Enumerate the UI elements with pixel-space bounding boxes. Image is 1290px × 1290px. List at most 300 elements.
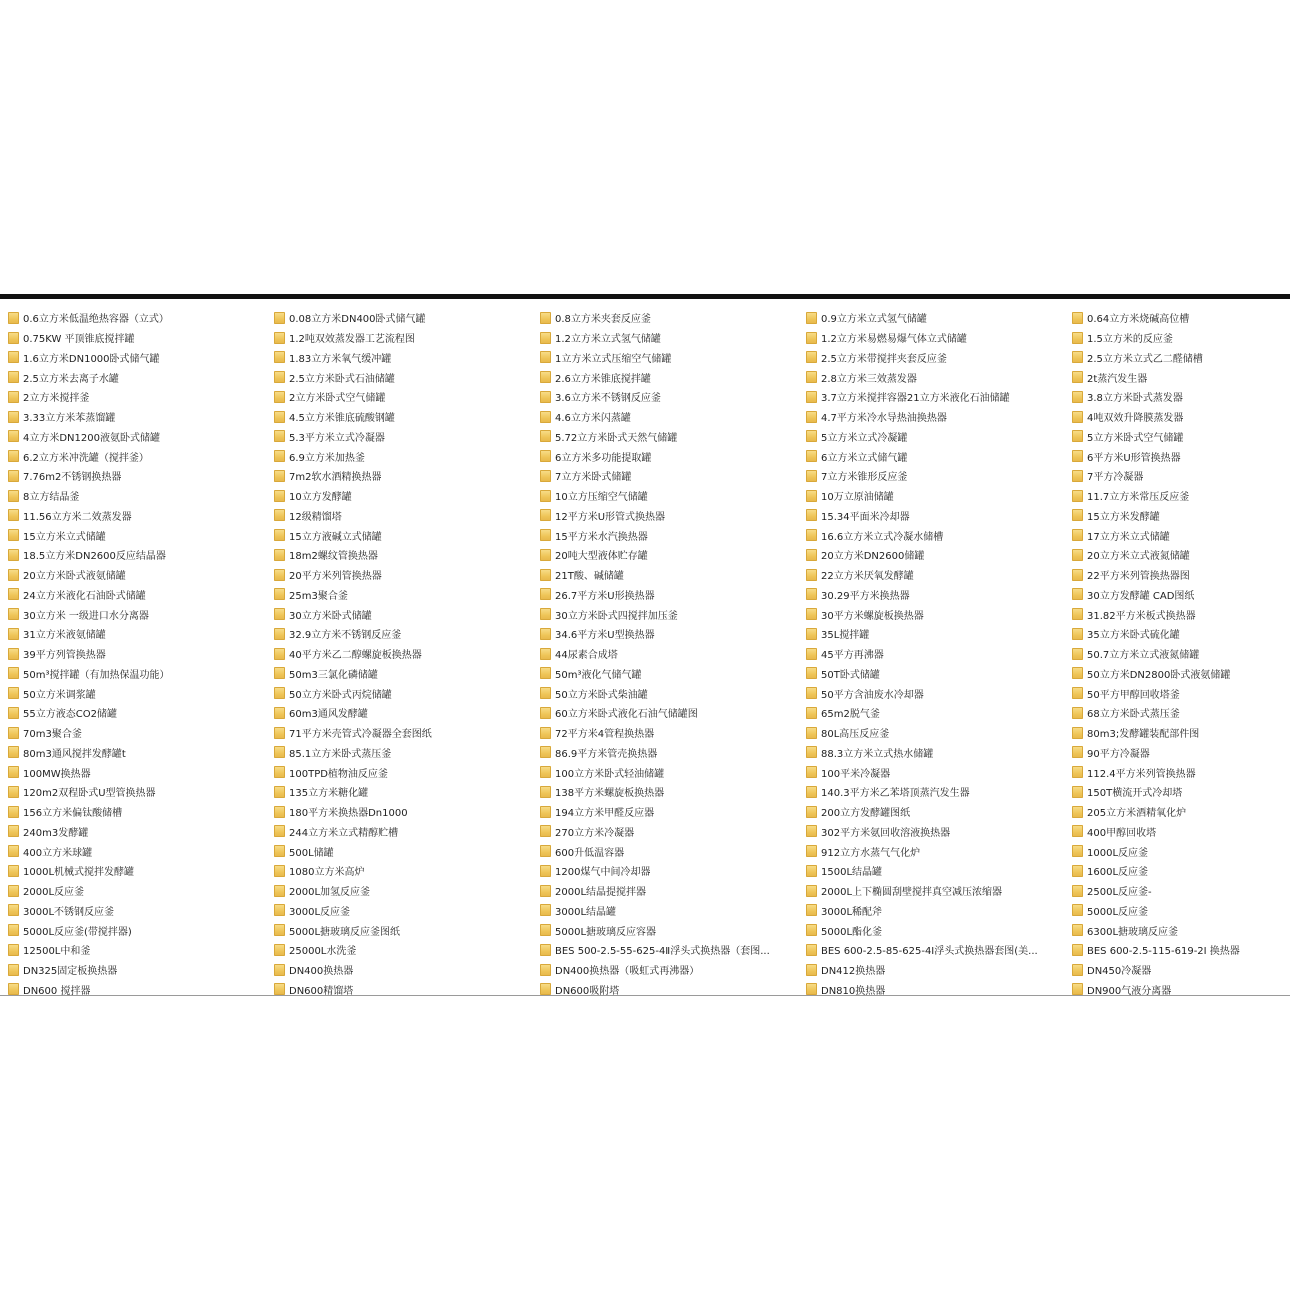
folder-item[interactable] [532,644,798,664]
folder-icon [540,588,551,600]
folder-item[interactable] [798,367,1064,387]
folder-name: 80L高压反应釜 [821,729,890,741]
folder-item[interactable] [1064,387,1290,407]
folder-item[interactable] [798,525,1064,545]
folder-item[interactable] [0,506,266,526]
folder-name: 100立方米卧式轻油储罐 [555,768,665,780]
folder-item[interactable] [0,743,266,763]
folder-icon [8,312,19,324]
folder-icon [540,509,551,521]
folder-name: 3000L不锈钢反应釜 [23,906,115,918]
folder-item[interactable] [0,703,266,723]
folder-item[interactable] [798,960,1064,980]
folder-icon [540,332,551,344]
folder-item[interactable] [1064,762,1290,782]
folder-name: 5000L酯化釜 [821,926,883,938]
folder-item[interactable] [532,585,798,605]
folder-item[interactable] [0,782,266,802]
folder-name: 35立方米卧式硫化罐 [1087,630,1180,642]
folder-icon [8,430,19,442]
folder-item[interactable] [1064,466,1290,486]
folder-item[interactable] [798,762,1064,782]
folder-item[interactable] [798,920,1064,940]
folder-name: 0.6立方米低温绝热容器（立式） [23,314,169,326]
folder-name: 20立方米立式液氮储罐 [1087,551,1190,563]
folder-item[interactable] [266,565,532,585]
folder-item[interactable] [0,525,266,545]
folder-name: 4立方米DN1200液氨卧式储罐 [23,432,160,444]
folder-item[interactable] [0,920,266,940]
folder-item[interactable] [1064,881,1290,901]
folder-item[interactable] [1064,703,1290,723]
folder-item[interactable] [1064,604,1290,624]
folder-item[interactable] [1064,940,1290,960]
folder-item[interactable] [1064,901,1290,921]
folder-item[interactable] [266,920,532,940]
folder-item[interactable] [266,545,532,565]
folder-icon [274,450,285,462]
folder-item[interactable] [0,565,266,585]
folder-name: 50立方米DN2800卧式液氨储罐 [1087,669,1231,681]
folder-item[interactable] [532,743,798,763]
folder-item[interactable] [0,387,266,407]
folder-name: 2000L结晶提搅拌器 [555,887,647,899]
folder-item[interactable] [0,328,266,348]
folder-icon [806,351,817,363]
folder-icon [274,904,285,916]
folder-name: 400立方米球罐 [23,847,93,859]
folder-icon [1072,746,1083,758]
folder-name: 39平方列管换热器 [23,650,106,662]
folder-name: 12平方米U形管式换热器 [555,511,666,523]
folder-item[interactable] [798,486,1064,506]
folder-name: 2立方米卧式空气储罐 [289,393,386,405]
folder-name: 80m3通风搅拌发酵罐t [23,748,126,760]
folder-item[interactable] [266,624,532,644]
folder-item[interactable] [266,466,532,486]
folder-icon [274,786,285,798]
folder-item[interactable] [798,841,1064,861]
folder-item[interactable] [266,367,532,387]
folder-item[interactable] [266,703,532,723]
folder-icon [540,924,551,936]
folder-item[interactable] [532,466,798,486]
folder-icon [1072,588,1083,600]
folder-item[interactable] [798,466,1064,486]
folder-name: 10万立原油储罐 [821,492,894,504]
folder-item[interactable] [1064,367,1290,387]
folder-icon [1072,371,1083,383]
folder-icon [540,707,551,719]
folder-name: 15立方液碱立式储罐 [289,531,382,543]
folder-item[interactable] [532,624,798,644]
folder-item[interactable] [0,881,266,901]
folder-item[interactable] [798,881,1064,901]
folder-item[interactable] [1064,861,1290,881]
folder-item[interactable] [0,683,266,703]
folder-item[interactable] [1064,446,1290,466]
folder-name: 50m³液化气储气罐 [555,669,642,681]
folder-name: 24立方米液化石油卧式储罐 [23,590,146,602]
folder-icon [806,667,817,679]
folder-item[interactable] [798,723,1064,743]
folder-item[interactable] [266,525,532,545]
folder-item[interactable] [798,624,1064,644]
folder-icon [1072,944,1083,956]
folder-item[interactable] [1064,644,1290,664]
folder-item[interactable] [1064,545,1290,565]
folder-name: 32.9立方米不锈钢反应釜 [289,630,402,642]
folder-item[interactable] [266,822,532,842]
folder-item[interactable] [0,308,266,328]
folder-item[interactable] [798,940,1064,960]
folder-item[interactable] [798,703,1064,723]
folder-name: 20平方米列管换热器 [289,571,382,583]
folder-item[interactable] [532,822,798,842]
folder-item[interactable] [798,782,1064,802]
folder-name: 1.6立方米DN1000卧式储气罐 [23,353,160,365]
folder-name: 135立方米糖化罐 [289,788,369,800]
folder-name: 21T酸、碱储罐 [555,571,624,583]
folder-icon [540,371,551,383]
folder-item[interactable] [0,960,266,980]
folder-item[interactable] [266,901,532,921]
folder-icon [806,766,817,778]
folder-name: 3000L稀配斧 [821,906,883,918]
folder-item[interactable] [532,506,798,526]
folder-item[interactable] [266,881,532,901]
folder-item[interactable] [1064,565,1290,585]
folder-item[interactable] [1064,960,1290,980]
folder-icon [806,628,817,640]
folder-item[interactable] [798,861,1064,881]
folder-name: 600升低温容器 [555,847,625,859]
folder-item[interactable] [0,802,266,822]
folder-icon [806,983,817,995]
folder-item[interactable] [798,506,1064,526]
folder-icon [274,628,285,640]
folder-item[interactable] [0,407,266,427]
folder-item[interactable] [266,427,532,447]
folder-item[interactable] [1064,664,1290,684]
folder-icon [540,450,551,462]
folder-item[interactable] [532,723,798,743]
folder-name: 88.3立方米立式热水储罐 [821,748,934,760]
folder-name: DN810换热器 [821,985,886,997]
folder-item[interactable] [532,565,798,585]
folder-icon [806,569,817,581]
folder-item[interactable] [532,664,798,684]
folder-item[interactable] [1064,308,1290,328]
folder-item[interactable] [798,328,1064,348]
folder-item[interactable] [798,407,1064,427]
folder-item[interactable] [798,664,1064,684]
folder-name: 50立方米调浆罐 [23,689,96,701]
folder-name: 10立方发酵罐 [289,492,352,504]
folder-item[interactable] [0,940,266,960]
folder-item[interactable] [0,446,266,466]
folder-icon [274,687,285,699]
folder-icon [540,648,551,660]
folder-item[interactable] [798,387,1064,407]
folder-icon [8,648,19,660]
folder-name: 5.72立方米卧式天然气储罐 [555,432,678,444]
folder-item[interactable] [0,644,266,664]
folder-icon [806,450,817,462]
folder-item[interactable] [1064,407,1290,427]
folder-name: 6300L搪玻璃反应釜 [1087,926,1179,938]
folder-item[interactable] [266,486,532,506]
folder-icon [806,411,817,423]
folder-item[interactable] [798,348,1064,368]
folder-item[interactable] [1064,782,1290,802]
folder-item[interactable] [532,387,798,407]
folder-item[interactable] [798,644,1064,664]
folder-item[interactable] [0,624,266,644]
folder-item[interactable] [0,723,266,743]
folder-name: 240m3发酵罐 [23,827,89,839]
folder-icon [274,391,285,403]
folder-icon [8,845,19,857]
folder-icon [274,944,285,956]
folder-item[interactable] [266,664,532,684]
folder-icon [8,865,19,877]
folder-item[interactable] [532,348,798,368]
folder-name: 25m3聚合釜 [289,590,348,602]
folder-icon [274,371,285,383]
folder-item[interactable] [1064,328,1290,348]
folder-item[interactable] [798,545,1064,565]
folder-item[interactable] [1064,822,1290,842]
folder-item[interactable] [798,802,1064,822]
folder-item[interactable] [266,980,532,1000]
folder-name: 50.7立方米立式液氮储罐 [1087,650,1200,662]
folder-item[interactable] [532,486,798,506]
folder-item[interactable] [266,723,532,743]
folder-item[interactable] [532,525,798,545]
folder-item[interactable] [532,683,798,703]
folder-item[interactable] [266,585,532,605]
folder-item[interactable] [0,980,266,1000]
folder-icon [540,885,551,897]
folder-item[interactable] [266,407,532,427]
folder-item[interactable] [1064,506,1290,526]
folder-name: 15立方米发酵罐 [1087,511,1160,523]
folder-icon [8,924,19,936]
folder-item[interactable] [266,387,532,407]
folder-name: 22平方米列管换热器图 [1087,571,1190,583]
folder-icon [274,430,285,442]
folder-item[interactable] [1064,980,1290,1000]
folder-item[interactable] [266,446,532,466]
folder-icon [1072,964,1083,976]
folder-item[interactable] [532,446,798,466]
folder-name: 31立方米液氨储罐 [23,630,106,642]
folder-item[interactable] [532,980,798,1000]
folder-item[interactable] [0,841,266,861]
folder-item[interactable] [798,743,1064,763]
folder-item[interactable] [532,960,798,980]
folder-item[interactable] [266,348,532,368]
folder-item[interactable] [0,348,266,368]
folder-name: 3.7立方米搅拌容器21立方米液化石油储罐 [821,393,1010,405]
folder-item[interactable] [532,861,798,881]
folder-item[interactable] [532,920,798,940]
folder-name: 15平方米水汽换热器 [555,531,648,543]
folder-item[interactable] [0,466,266,486]
folder-item[interactable] [266,802,532,822]
folder-name: DN600吸附塔 [555,985,620,997]
folder-name: 55立方液态CO2储罐 [23,709,117,721]
folder-icon [8,391,19,403]
folder-item[interactable] [0,762,266,782]
folder-name: 1600L反应釜 [1087,867,1149,879]
folder-item[interactable] [0,861,266,881]
folder-item[interactable] [798,822,1064,842]
folder-item[interactable] [532,328,798,348]
folder-name: 2.5立方米带搅拌夹套反应釜 [821,353,947,365]
folder-name: 86.9平方米管壳换热器 [555,748,658,760]
folder-item[interactable] [798,308,1064,328]
folder-name: 5立方米立式冷凝罐 [821,432,908,444]
folder-item[interactable] [266,782,532,802]
folder-item[interactable] [532,604,798,624]
folder-item[interactable] [0,486,266,506]
folder-name: 1.2立方米立式氢气储罐 [555,334,661,346]
folder-icon [1072,904,1083,916]
folder-name: DN450冷凝器 [1087,966,1152,978]
folder-item[interactable] [266,762,532,782]
folder-name: 4.6立方米闪蒸罐 [555,413,631,425]
folder-name: 200立方发酵罐图纸 [821,808,911,820]
folder-name: 6立方米多功能提取罐 [555,452,652,464]
folder-item[interactable] [1064,683,1290,703]
folder-item[interactable] [0,585,266,605]
folder-item[interactable] [798,604,1064,624]
folder-item[interactable] [798,901,1064,921]
folder-icon [806,391,817,403]
folder-item[interactable] [798,585,1064,605]
folder-item[interactable] [266,841,532,861]
folder-name: 1000L反应釜 [1087,847,1149,859]
folder-item[interactable] [0,822,266,842]
folder-item[interactable] [798,446,1064,466]
folder-item[interactable] [798,427,1064,447]
folder-item[interactable] [0,545,266,565]
folder-item[interactable] [532,545,798,565]
folder-icon [8,509,19,521]
folder-item[interactable] [1064,743,1290,763]
folder-item[interactable] [0,427,266,447]
folder-item[interactable] [798,565,1064,585]
folder-item[interactable] [266,644,532,664]
folder-item[interactable] [1064,585,1290,605]
folder-name: 7立方米卧式储罐 [555,472,632,484]
folder-item[interactable] [532,762,798,782]
folder-name: 71平方米壳管式冷凝器全套图纸 [289,729,432,741]
folder-item[interactable] [1064,427,1290,447]
folder-item[interactable] [266,960,532,980]
folder-icon [274,312,285,324]
folder-item[interactable] [1064,802,1290,822]
folder-name: 1.5立方米的反应釜 [1087,334,1173,346]
folder-icon [1072,687,1083,699]
folder-name: 11.56立方米二效蒸发器 [23,511,132,523]
folder-item[interactable] [532,308,798,328]
folder-item[interactable] [532,703,798,723]
folder-item[interactable] [266,328,532,348]
folder-name: 1080立方米高炉 [289,867,365,879]
folder-name: 11.7立方米常压反应釜 [1087,492,1190,504]
folder-item[interactable] [532,940,798,960]
folder-item[interactable] [0,901,266,921]
folder-item[interactable] [266,861,532,881]
folder-icon [8,766,19,778]
folder-item[interactable] [0,664,266,684]
folder-item[interactable] [1064,486,1290,506]
folder-icon [274,411,285,423]
folder-icon [1072,786,1083,798]
folder-item[interactable] [266,743,532,763]
folder-item[interactable] [1064,525,1290,545]
folder-name: 68立方米卧式蒸压釜 [1087,709,1180,721]
folder-item[interactable] [798,980,1064,1000]
folder-name: BES 500-2.5-55-625-4Ⅱ浮头式换热器（套图... [555,946,770,958]
folder-item[interactable] [266,604,532,624]
folder-name: 6平方米U形管换热器 [1087,452,1181,464]
folder-name: 15立方米立式储罐 [23,531,106,543]
folder-name: 30.29平方米换热器 [821,590,910,602]
folder-item[interactable] [266,308,532,328]
folder-icon [806,371,817,383]
folder-item[interactable] [1064,920,1290,940]
folder-item[interactable] [1064,841,1290,861]
folder-icon [806,490,817,502]
folder-icon [540,944,551,956]
folder-icon [8,332,19,344]
folder-item[interactable] [0,604,266,624]
folder-item[interactable] [532,782,798,802]
folder-name: 0.64立方米烧碱高位槽 [1087,314,1190,326]
folder-item[interactable] [532,802,798,822]
folder-item[interactable] [532,841,798,861]
folder-icon [806,964,817,976]
folder-icon [806,845,817,857]
folder-icon [806,588,817,600]
folder-name: 5000L反应釜(带搅拌器) [23,926,132,938]
folder-icon [540,746,551,758]
folder-item[interactable] [0,367,266,387]
folder-item[interactable] [266,506,532,526]
folder-item[interactable] [532,407,798,427]
folder-item[interactable] [532,881,798,901]
folder-item[interactable] [798,683,1064,703]
folder-item[interactable] [532,367,798,387]
folder-icon [1072,569,1083,581]
folder-item[interactable] [266,683,532,703]
folder-item[interactable] [266,940,532,960]
folder-item[interactable] [1064,723,1290,743]
folder-name: 8立方结晶釜 [23,492,80,504]
folder-name: 17立方米立式储罐 [1087,531,1170,543]
folder-name: 7平方冷凝器 [1087,472,1144,484]
folder-item[interactable] [532,427,798,447]
folder-item[interactable] [1064,348,1290,368]
folder-item[interactable] [532,901,798,921]
folder-icon [540,430,551,442]
folder-name: 120m2双程卧式U型管换热器 [23,788,156,800]
folder-item[interactable] [1064,624,1290,644]
